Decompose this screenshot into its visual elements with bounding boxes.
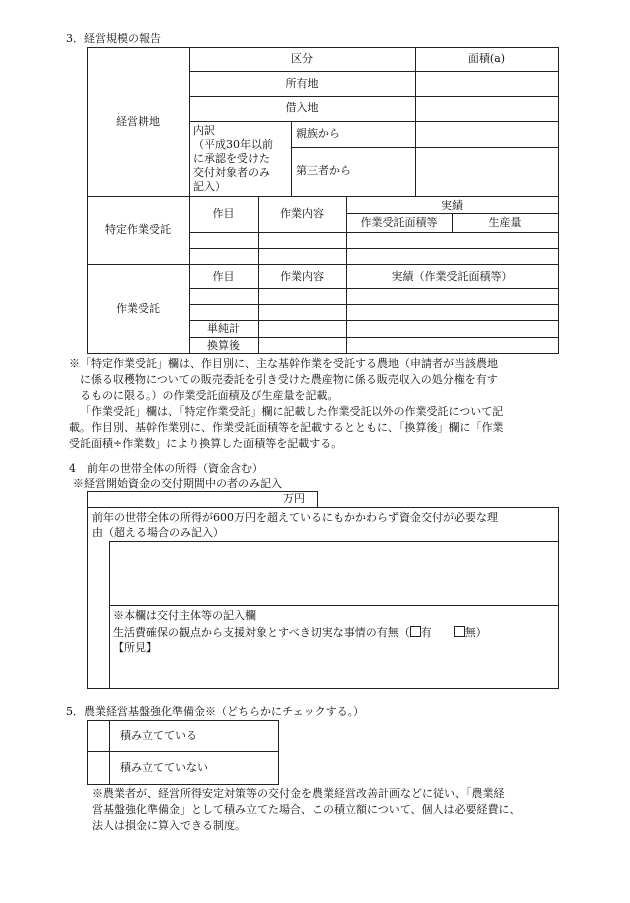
reason-line-1: 前年の世帯全体の所得が600万円を超えているにもかかわらず資金交付が必要な理 — [92, 511, 498, 524]
specific-work-contract-label: 特定作業受託 — [105, 223, 171, 236]
simple-total-label: 単純計 — [207, 322, 240, 335]
yes-checkbox[interactable] — [410, 626, 421, 637]
section4-title: 4 前年の世帯全体の所得（資金含む） — [69, 462, 263, 475]
crop-header: 作目 — [212, 207, 235, 220]
breakdown-line-3: に承認を受けた — [193, 152, 270, 165]
crop-header-2: 作目 — [212, 270, 235, 283]
circumstances-line — [113, 625, 487, 640]
breakdown-line-4: 交付対象者のみ — [193, 166, 270, 179]
work-content-header-2: 作業内容 — [280, 270, 324, 283]
circumstances-text: 生活費確保の観点から支援対象とすべき切実な事情の有無（ — [113, 626, 410, 639]
note1-line-2: に係る収穫物についての販売委託を引き受けた農産物に係る販売収入の処分権を有す — [80, 373, 498, 386]
header-area: 面積(a) — [467, 52, 506, 65]
note2-line-2: 載。作目別、基幹作業別に、作業受託面積等を記載するとともに、「換算後」欄に「作業 — [69, 421, 504, 434]
yes-label: 有 — [420, 626, 432, 639]
contract-area-header: 作業受託面積等 — [360, 216, 438, 229]
section5-title: 5．農業経営基盤強化準備金※（どちらかにチェックする。） — [66, 705, 365, 718]
breakdown-line-2: （平成30年以前 — [193, 138, 273, 151]
opinion-label: 【所見】 — [113, 641, 157, 654]
note1-line-1: ※「特定作業受託」欄は、作目別に、主な基幹作業を受託する農地（申請者が当該農地 — [69, 357, 498, 370]
reason-line-2: 由（超える場合のみ記入） — [92, 526, 224, 539]
production-volume-header: 生産量 — [488, 216, 522, 229]
opinion-input-area[interactable] — [111, 657, 557, 686]
section5-note-3: 法人は損金に算入できる制度。 — [92, 819, 246, 832]
managed-farmland-label: 経営耕地 — [116, 115, 160, 128]
reason-input-area[interactable] — [111, 543, 557, 603]
option-not-reserving: 積み立てていない — [120, 761, 208, 774]
section4-subtitle: ※経営開始資金の交付期間中の者のみ記入 — [73, 477, 282, 490]
no-checkbox[interactable] — [454, 626, 465, 637]
breakdown-line-5: 記入） — [193, 180, 226, 193]
income-amount-field[interactable] — [89, 492, 279, 506]
note2-line-3: 受託面積÷作業数」により換算した面積等を記載する。 — [69, 437, 343, 450]
section5-note-1: ※農業者が、経営所得安定対策等の交付金を農業経営改善計画などに従い、「農業経 — [92, 787, 505, 800]
work-contract-label: 作業受託 — [116, 302, 160, 315]
from-third-party-label: 第三者から — [296, 164, 351, 177]
header-category: 区分 — [291, 52, 313, 65]
breakdown-line-1: 内訳 — [193, 124, 215, 137]
option-reserving: 積み立てている — [120, 729, 197, 742]
no-label: 無） — [464, 626, 487, 639]
reserving-check-cell[interactable] — [88, 721, 109, 751]
note1-line-3: るものに限る。）の作業受託面積及び生産量を記載。 — [80, 389, 339, 402]
converted-label: 換算後 — [207, 339, 240, 352]
section3-title: 3．経営規模の報告 — [66, 32, 161, 45]
owned-land-label: 所有地 — [285, 77, 319, 90]
amount-unit: 万円 — [283, 492, 305, 505]
note2-line-1: 「作業受託」欄は、「特定作業受託」欄に記載した作業受託以外の作業受託について記 — [80, 405, 504, 418]
leased-land-label: 借入地 — [285, 101, 319, 114]
results-header: 実績 — [441, 199, 463, 212]
work-content-header: 作業内容 — [280, 207, 324, 220]
from-relatives-label: 親族から — [296, 127, 340, 140]
issuer-note-title: ※本欄は交付主体等の記入欄 — [113, 609, 256, 622]
not-reserving-check-cell[interactable] — [88, 752, 109, 784]
section5-note-2: 営基盤強化準備金」として積み立てた場合、この積立額について、個人は必要経費に、 — [92, 803, 521, 816]
results-area-header: 実績（作業受託面積等） — [391, 270, 513, 283]
